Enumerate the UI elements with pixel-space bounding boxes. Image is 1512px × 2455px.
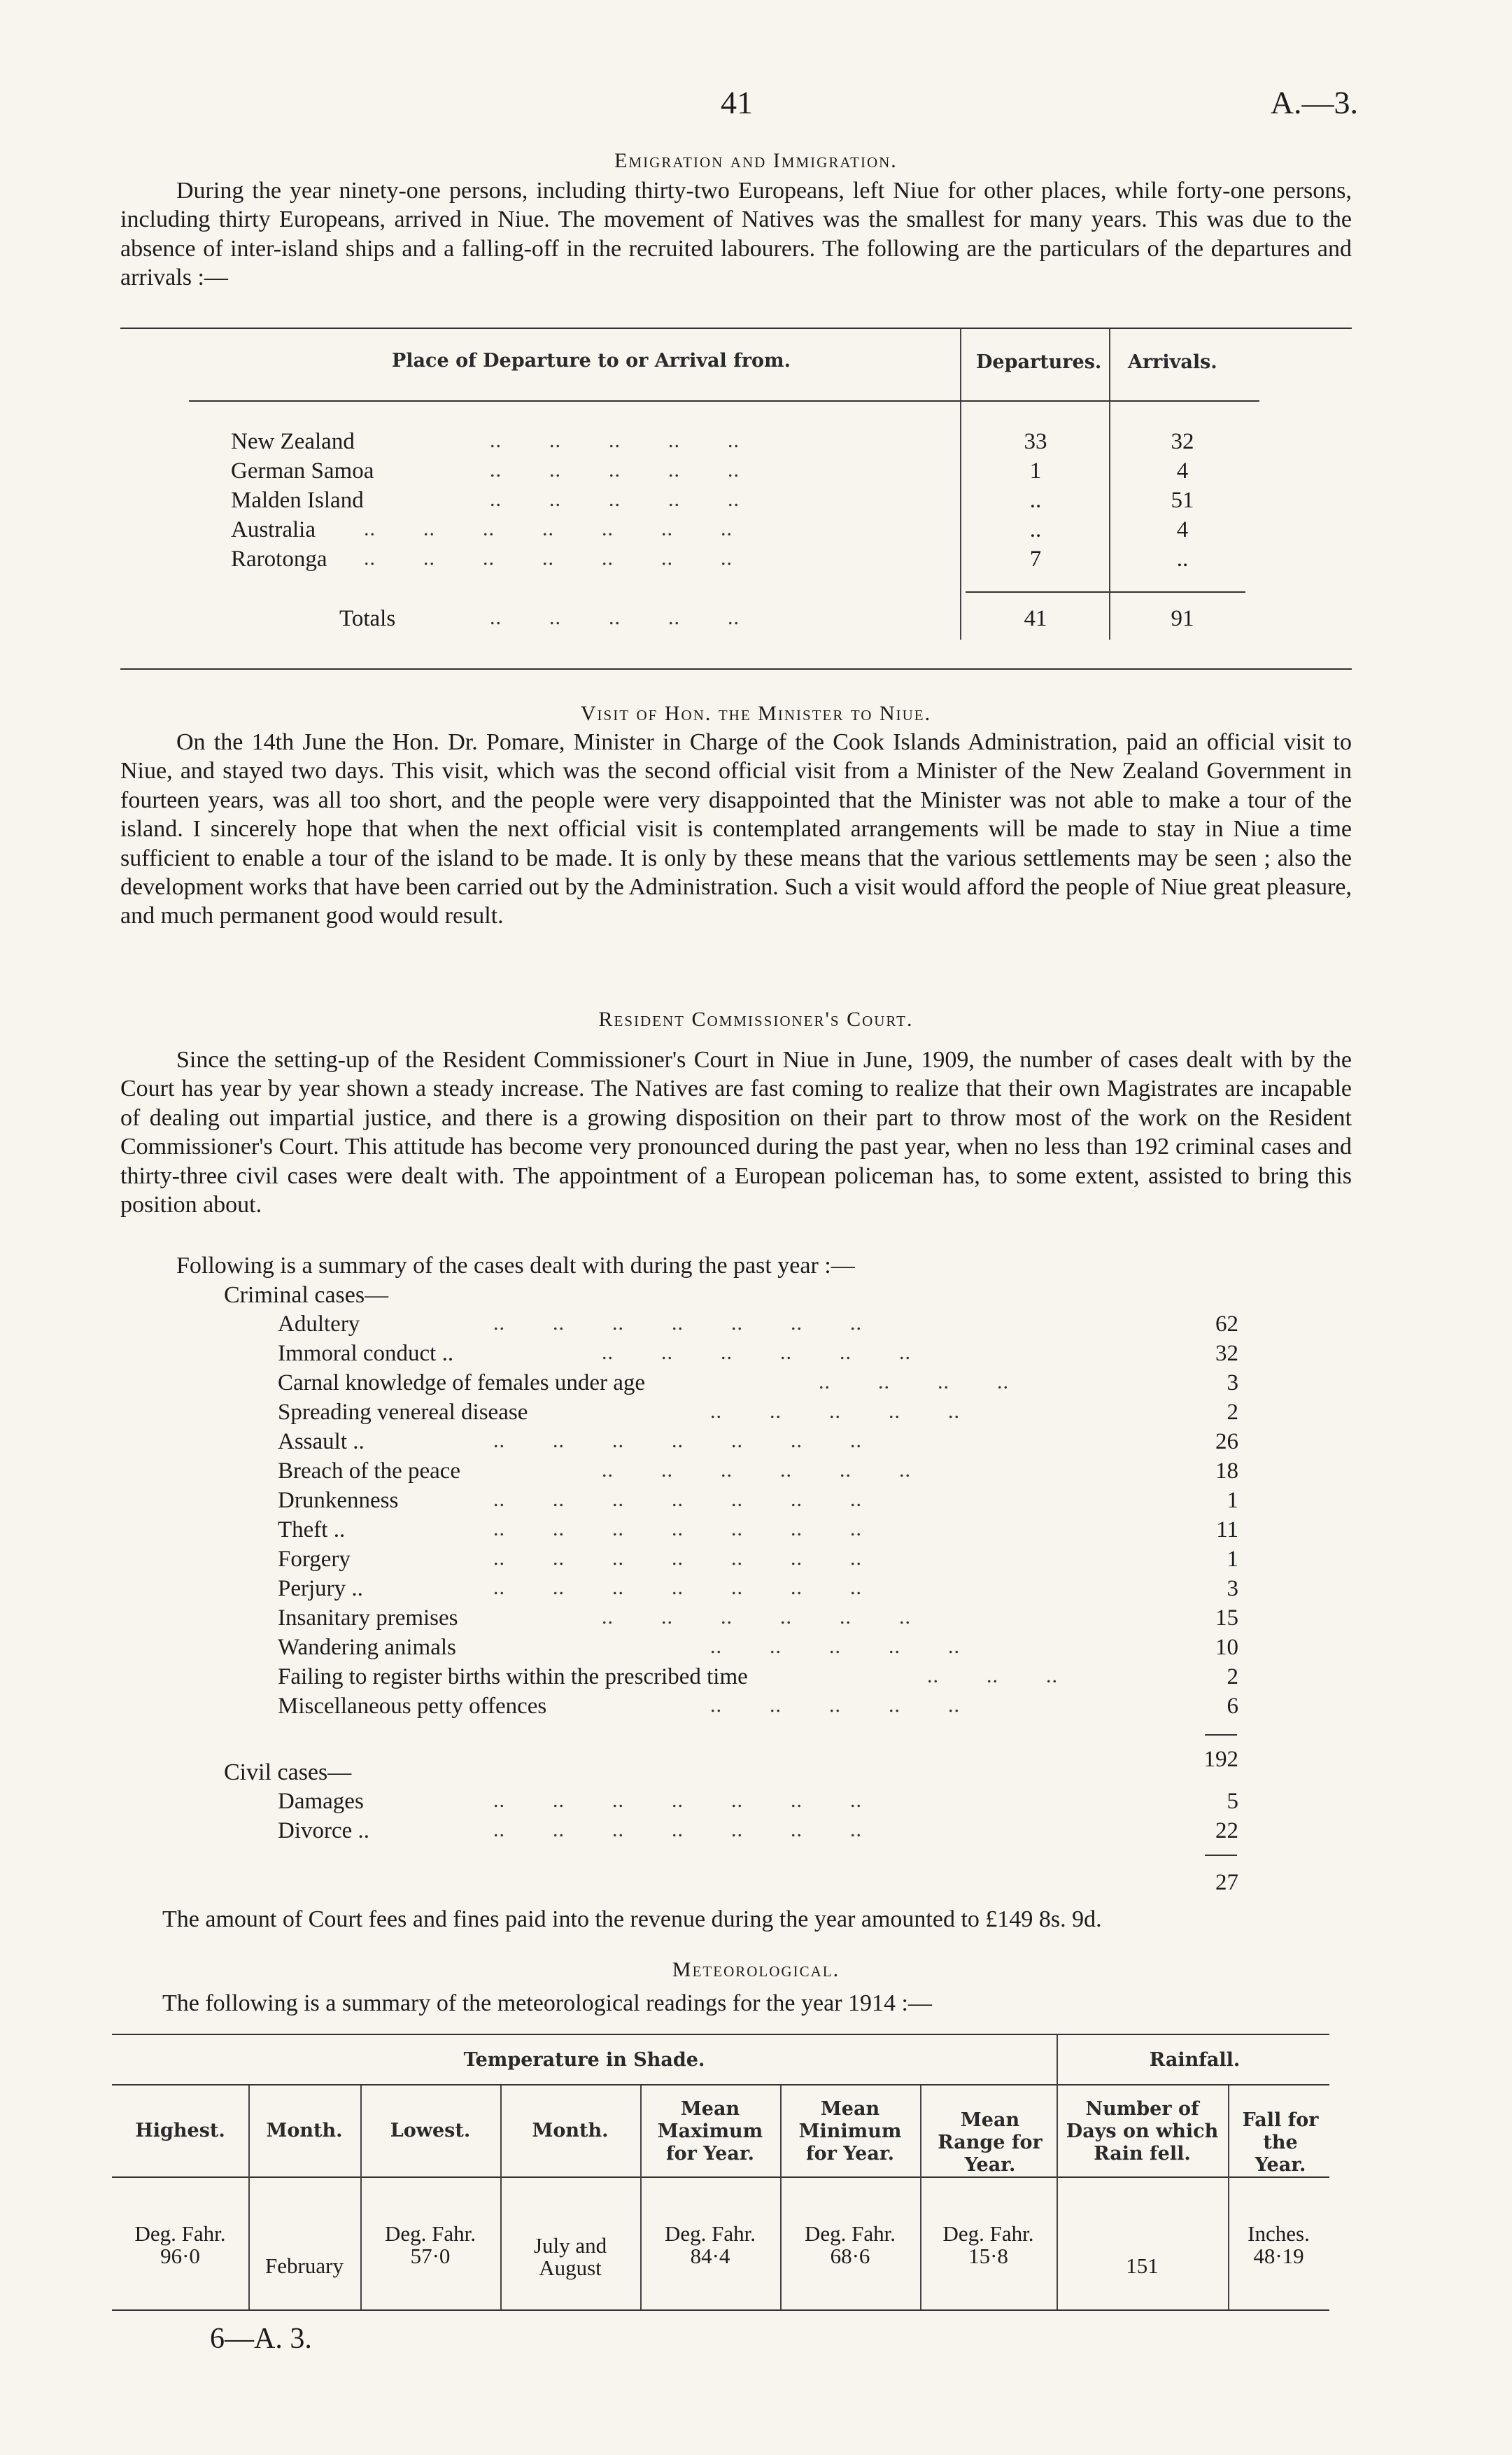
emigration-paragraph: During the year ninety-one persons, including thirty-two Europeans, left Niue for other places, while forty-one persons, including thirty Europeans, arrived in Niue. The movement of Natives was the smallest for many years. This was due to the absence of inter-island ships and a falling-off in the recruited labourers. The following are the particulars of the departures and arrivals :—	[120, 178, 1352, 291]
summary-intro: Following is a summary of the cases dealt with during the past year :—	[176, 1253, 855, 1279]
col-month-low-header: Month.	[532, 2120, 609, 2141]
col-mean-range-header: Mean Range for Year.	[938, 2109, 1043, 2176]
court-paragraph: Since the setting-up of the Resident Commissioner's Court in Niue in June, 1909, the number of cases dealt with by the Court has year by year shown a steady increase. The Natives are fast coming to realize that their own Magistrates are incapable of dealing out impartial justice, and there is a growing disposition on their part to throw most of the work on the Resident Commissioner's Court. This attitude has become very pronounced during the past year, when no less than 192 criminal cases and thirty-three civil cases were dealt with. The appointment of a European policeman has, to some extent, assisted to bring this position about.	[120, 1047, 1352, 1218]
col-highest-header: Highest.	[135, 2120, 225, 2141]
fall-value: 48·19	[1253, 2244, 1304, 2268]
rainfall-group-header: Rainfall.	[1149, 2049, 1241, 2071]
temperature-group-header: Temperature in Shade.	[463, 2049, 705, 2071]
meteorological-heading: Meteorological.	[672, 1958, 840, 1981]
col-fall-header: Fall for the Year.	[1242, 2109, 1319, 2176]
mean-range-value: 15·8	[968, 2244, 1008, 2268]
meteorological-intro: The following is a summary of the meteorological readings for the year 1914 :—	[162, 1990, 932, 2016]
highest-value: 96·0	[160, 2244, 200, 2268]
mean-min-value: 68·6	[830, 2244, 870, 2268]
court-heading: Resident Commissioner's Court.	[598, 1008, 914, 1031]
col-mean-min-header: Mean Minimum for Year.	[798, 2098, 902, 2165]
criminal-cases-label: Criminal cases—	[224, 1282, 389, 1308]
visit-paragraph: On the 14th June the Hon. Dr. Pomare, Minister in Charge of the Cook Islands Administration, paid an official visit to Niue, and stayed two days. This visit, which was the second official visit from a Minister of the New Zealand Government in fourteen years, was all too short, and the people were very disappointed that the Minister was not able to make a tour of the island. I sincerely hope that when the next official visit is contemplated arrangements will be made to stay in Niue a time sufficient to enable a tour of the island to be made. It is only by these means that the various settlements may be seen ; also the development works that have been carried out by the Administration. Such a visit would afford the people of Niue great pleasure, and much permanent good would result.	[120, 729, 1352, 929]
mean-max-value: 84·4	[690, 2244, 730, 2268]
document-reference: A.—3.	[1270, 85, 1358, 120]
col-rain-days-header: Number of Days on which Rain fell.	[1066, 2098, 1219, 2165]
col-mean-max-header: Mean Maximum for Year.	[657, 2098, 763, 2165]
col-month-high-header: Month.	[266, 2120, 343, 2141]
col-place-header: Place of Departure to or Arrival from.	[392, 350, 791, 372]
civil-cases-label: Civil cases—	[224, 1759, 352, 1785]
month-low-value: July and August	[533, 2233, 607, 2280]
criminal-total: 192	[1203, 1747, 1238, 1772]
rain-days-value: 151	[1126, 2253, 1159, 2278]
col-lowest-header: Lowest.	[390, 2120, 471, 2141]
col-departures-header: Departures.	[976, 351, 1102, 373]
court-fees-text: The amount of Court fees and fines paid into the revenue during the year amounted to £149 8s. 9d.	[162, 1906, 1102, 1932]
visit-heading: Visit of Hon. the Minister to Niue.	[580, 702, 932, 725]
civil-total: 27	[1215, 1870, 1238, 1895]
lowest-value: 57·0	[410, 2244, 451, 2268]
emigration-heading: Emigration and Immigration.	[614, 149, 898, 172]
col-arrivals-header: Arrivals.	[1128, 351, 1217, 373]
page-number: 41	[721, 85, 753, 120]
footer-signature: 6—A. 3.	[210, 2323, 312, 2355]
page-header	[0, 84, 1512, 126]
month-high-value: February	[265, 2253, 344, 2278]
